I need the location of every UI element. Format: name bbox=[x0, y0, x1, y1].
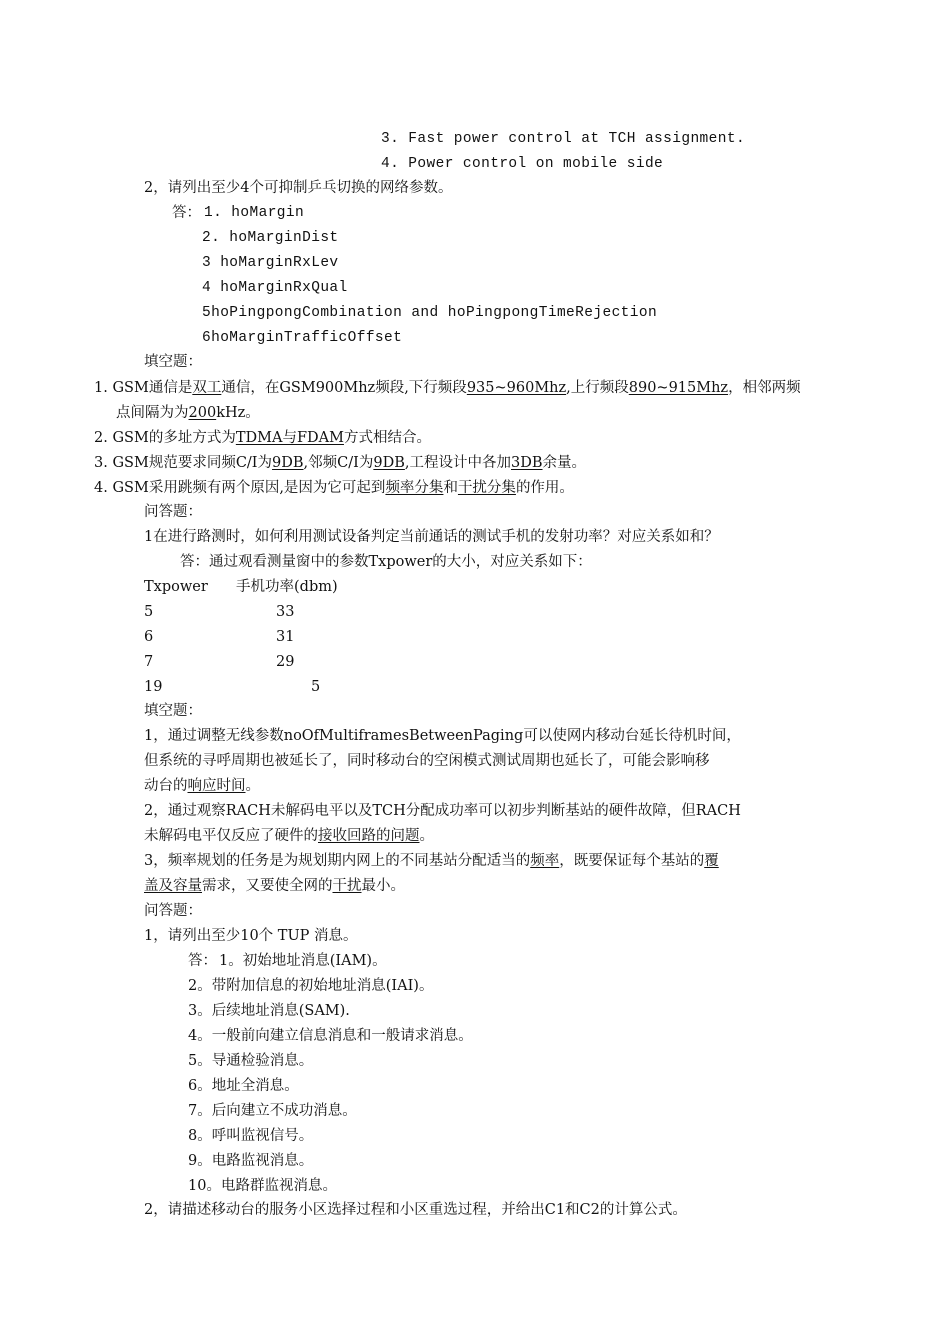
fill1-item-1-text-d: ，相邻两频 bbox=[728, 380, 801, 396]
fill1-item-1-text-c: ,上行频段 bbox=[566, 380, 629, 396]
table-cell-power: 29 bbox=[276, 654, 295, 670]
tup-message-7: 7。后向建立不成功消息。 bbox=[188, 1103, 357, 1119]
q2-answer-1: 1. hoMargin bbox=[204, 205, 305, 221]
q2-answer-3: 3 hoMarginRxLev bbox=[202, 255, 339, 271]
fill1-item-4-text-b: 和 bbox=[443, 480, 458, 496]
tup-message-6: 6。地址全消息。 bbox=[188, 1078, 299, 1094]
fill2-p1-blank: 响应时间 bbox=[187, 778, 246, 794]
fill1-item-3-num: 3. bbox=[94, 455, 108, 471]
fill1-item-2-num: 2. bbox=[94, 430, 108, 446]
fill2-p1-line3 bbox=[144, 776, 260, 796]
fill1-item-1-blank-c: 890~915Mhz bbox=[628, 380, 729, 396]
fill1-item-2 bbox=[94, 428, 431, 448]
fill1-heading: 填空题： bbox=[144, 354, 202, 370]
fill1-item-3 bbox=[94, 453, 586, 473]
fill1-item-1-cont bbox=[116, 403, 260, 423]
fill1-item-3-blank-a: 9DB bbox=[272, 455, 304, 471]
tup-message-5: 5。导通检验消息。 bbox=[188, 1053, 314, 1069]
tup-message-8: 8。呼叫监视信号。 bbox=[188, 1128, 314, 1144]
fill2-p1-line1: 1，通过调整无线参数noOfMultiframesBetweenPaging可以使网内移动台延长待机时间， bbox=[144, 728, 741, 744]
tup-message-10: 10。电路群监视消息。 bbox=[188, 1178, 337, 1194]
fill2-p2-line1: 2，通过观察RACH未解码电平以及TCH分配成功率可以初步判断基站的硬件故障，但RACH bbox=[144, 803, 741, 819]
fill1-item-1-num: 1. bbox=[94, 380, 108, 396]
table-cell-power: 31 bbox=[276, 629, 295, 645]
fill1-item-1-blank-a: 双工 bbox=[192, 380, 222, 396]
fill1-item-1-blank-b: 935~960Mhz bbox=[466, 380, 567, 396]
fill1-item-3-text-a: GSM规范要求同频C/I为 bbox=[112, 455, 273, 471]
table-cell-power: 5 bbox=[311, 679, 321, 695]
tup-message-2: 2。带附加信息的初始地址消息(IAI)。 bbox=[188, 978, 434, 994]
fill1-item-4-text-c: 的作用。 bbox=[515, 480, 574, 496]
q2-answer-6: 6hoMarginTrafficOffset bbox=[202, 330, 403, 346]
table-cell-txpower: 6 bbox=[144, 629, 154, 645]
table-cell-txpower: 5 bbox=[144, 604, 154, 620]
q2-answer-prefix: 答： bbox=[172, 205, 201, 221]
fill2-heading: 填空题： bbox=[144, 703, 202, 719]
fill1-item-4-blank-b: 干扰分集 bbox=[457, 480, 516, 496]
table-cell-txpower: 7 bbox=[144, 654, 154, 670]
fill1-item-3-text-c: ,工程设计中各加 bbox=[404, 455, 511, 471]
fill2-p2-blank: 接收回路的问题 bbox=[318, 828, 420, 844]
qa2-question-1: 1，请列出至少10个 TUP 消息。 bbox=[144, 928, 358, 944]
fill2-p2-text-a: 未解码电平仅反应了硬件的 bbox=[144, 828, 318, 844]
table-header-txpower: Txpower bbox=[144, 579, 208, 595]
tup-message-1: 1。初始地址消息(IAM)。 bbox=[219, 953, 387, 969]
fill2-p3-line2 bbox=[144, 876, 405, 896]
fill2-p1-text-b: 。 bbox=[245, 778, 260, 794]
qa2-heading: 问答题： bbox=[144, 903, 202, 919]
fill2-p3-line1 bbox=[144, 851, 719, 871]
fill1-item-3-text-b: ,邻频C/I为 bbox=[303, 455, 374, 471]
fill1-item-4 bbox=[94, 478, 574, 498]
fill1-item-1-text-f: kHz。 bbox=[216, 405, 260, 421]
fill1-item-4-text-a: GSM采用跳频有两个原因,是因为它可起到 bbox=[112, 480, 386, 496]
fill1-item-1 bbox=[94, 378, 801, 398]
fill2-p3-blank-b-cont: 盖及容量 bbox=[144, 878, 202, 894]
tup-message-9: 9。电路监视消息。 bbox=[188, 1153, 314, 1169]
fill2-p1-text-a: 动台的 bbox=[144, 778, 188, 794]
tup-message-3: 3。后续地址消息(SAM). bbox=[188, 1003, 350, 1019]
fill1-item-4-num: 4. bbox=[94, 480, 108, 496]
pc-item-4: 4. Power control on mobile side bbox=[381, 156, 664, 172]
fill2-p2-text-b: 。 bbox=[419, 828, 434, 844]
table-cell-power: 33 bbox=[276, 604, 295, 620]
fill2-p3-blank-c: 干扰 bbox=[332, 878, 362, 894]
fill2-p3-text-d: 最小。 bbox=[361, 878, 405, 894]
qa1-answer: 答：通过观看测量窗中的参数Txpower的大小，对应关系如下： bbox=[180, 554, 592, 570]
fill1-item-2-text-a: GSM的多址方式为 bbox=[112, 430, 236, 446]
fill1-item-3-text-d: 余量。 bbox=[542, 455, 587, 471]
fill1-item-1-text-b: 通信，在GSM900Mhz频段,下行频段 bbox=[221, 380, 467, 396]
qa1-question: 1在进行路测时，如何利用测试设备判定当前通话的测试手机的发射功率？对应关系如和？ bbox=[144, 529, 719, 545]
fill1-item-2-text-b: 方式相结合。 bbox=[343, 430, 431, 446]
fill2-p2-line2 bbox=[144, 826, 434, 846]
fill2-p3-text-a: 3，频率规划的任务是为规划期内网上的不同基站分配适当的 bbox=[144, 853, 531, 869]
q2-question: 2，请列出至少4个可抑制乒乓切换的网络参数。 bbox=[144, 180, 453, 196]
fill2-p3-text-b: ，既要保证每个基站的 bbox=[559, 853, 705, 869]
fill2-p3-blank-b: 覆 bbox=[704, 853, 719, 869]
q2-answer-4: 4 hoMarginRxQual bbox=[202, 280, 348, 296]
fill2-p3-blank-a: 频率 bbox=[530, 853, 560, 869]
qa1-heading: 问答题： bbox=[144, 504, 202, 520]
pc-item-3: 3. Fast power control at TCH assignment. bbox=[381, 131, 746, 147]
fill1-item-3-blank-c: 3DB bbox=[511, 455, 543, 471]
fill1-item-1-text-a: GSM通信是 bbox=[112, 380, 193, 396]
q2-answer-2: 2. hoMarginDist bbox=[202, 230, 339, 246]
table-cell-txpower: 19 bbox=[144, 679, 163, 695]
qa2-answer-prefix: 答： bbox=[188, 953, 217, 969]
tup-message-4: 4。一般前向建立信息消息和一般请求消息。 bbox=[188, 1028, 473, 1044]
q2-answer-5: 5hoPingpongCombination and hoPingpongTimeRejection bbox=[202, 305, 658, 321]
fill1-item-4-blank-a: 频率分集 bbox=[385, 480, 444, 496]
fill1-item-2-blank: TDMA与FDAM bbox=[235, 430, 344, 446]
fill1-item-3-blank-b: 9DB bbox=[373, 455, 405, 471]
fill1-item-1-blank-d: 200 bbox=[188, 405, 217, 421]
table-header-power: 手机功率(dbm) bbox=[236, 579, 338, 595]
fill1-item-1-text-e: 点间隔为为 bbox=[116, 405, 189, 421]
fill2-p1-line2: 但系统的寻呼周期也被延长了，同时移动台的空闲模式测试周期也延长了，可能会影响移 bbox=[144, 753, 710, 769]
qa2-question-2: 2，请描述移动台的服务小区选择过程和小区重选过程，并给出C1和C2的计算公式。 bbox=[144, 1202, 687, 1218]
fill2-p3-text-c: 需求，又要使全网的 bbox=[202, 878, 333, 894]
